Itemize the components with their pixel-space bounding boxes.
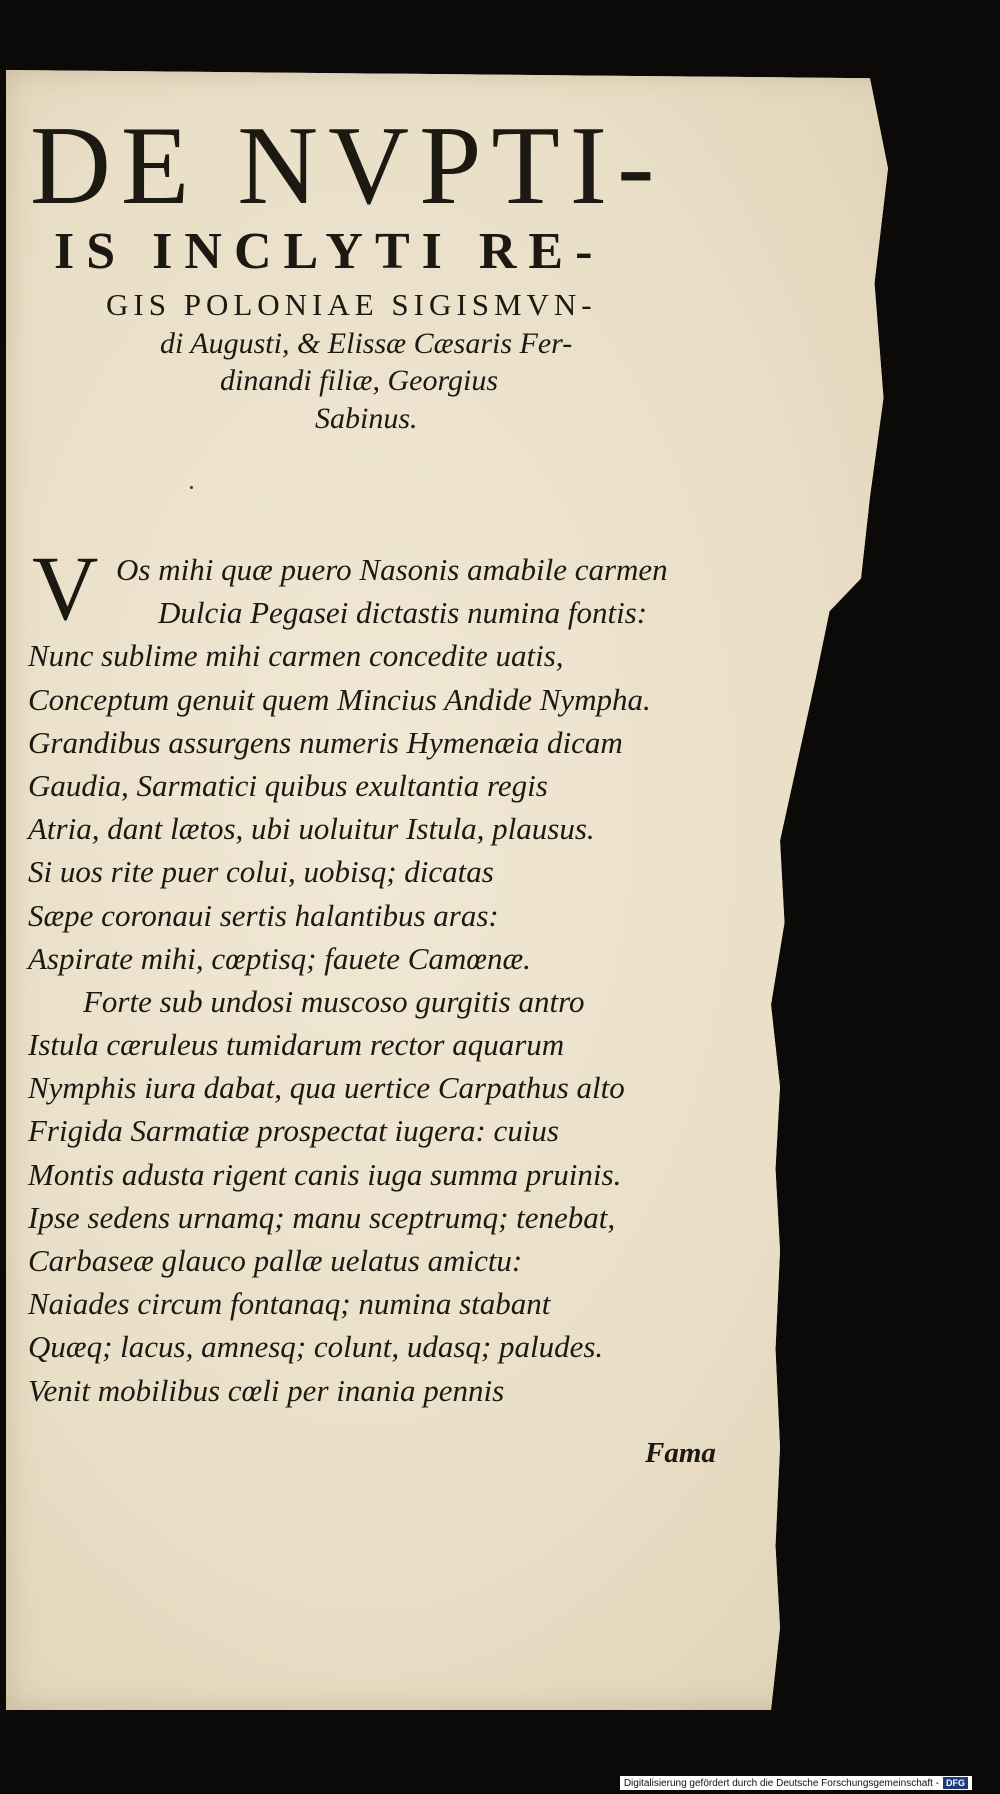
verse-line: Venit mobilibus cœli per inania pennis: [28, 1372, 505, 1408]
title-block: [30, 104, 730, 437]
title-line-6: Sabinus.: [315, 401, 418, 435]
credit-text: Digitalisierung gefördert durch die Deutsche Forschungsgemeinschaft -: [623, 1777, 939, 1789]
verse-line: Aspirate mihi, cœptisq; fauete Camœnæ.: [28, 940, 531, 976]
verse-line: Os mihi quæ puero Nasonis amabile carmen: [116, 552, 668, 587]
verse-line: Dulcia Pegasei dictastis numina fontis:: [158, 595, 648, 631]
title-line-1: DE NVPTI-: [30, 104, 665, 228]
verse-line: Carbaseæ glauco pallæ uelatus amictu:: [28, 1243, 523, 1279]
verse-line: Conceptum genuit quem Mincius Andide Nympha.: [28, 681, 651, 717]
digitization-credit: [620, 1776, 972, 1790]
dfg-logo: DFG: [943, 1777, 968, 1789]
title-line-5: dinandi filiæ, Georgius: [220, 364, 499, 398]
verse-line: Nunc sublime mihi carmen concedite uatis,: [28, 638, 564, 674]
verse-line: Quæq; lacus, amnesq; colunt, udasq; paludes.: [28, 1329, 604, 1365]
verse-line: Frigida Sarmatiæ prospectat iugera: cuius: [28, 1113, 559, 1149]
verse-line: Sæpe coronaui sertis halantibus aras:: [28, 897, 499, 933]
verse-line: Atria, dant lætos, ubi uoluitur Istula, plausus.: [28, 811, 595, 847]
catchword: Fama: [645, 1437, 716, 1469]
verse-line: Grandibus assurgens numeris Hymenæia dicam: [28, 724, 623, 760]
verse-line: Istula cæruleus tumidarum rector aquarum: [28, 1027, 565, 1063]
verse-line: Ipse sedens urnamq; manu sceptrumq; tenebat,: [28, 1199, 616, 1235]
verse-line: Nymphis iura dabat, qua uertice Carpathus alto: [28, 1070, 625, 1106]
title-line-2: IS INCLYTI RE-: [54, 223, 605, 280]
verse-line: Montis adusta rigent canis iuga summa pruinis.: [28, 1156, 622, 1192]
opening-lines: [28, 537, 728, 639]
ink-speck: [190, 486, 193, 489]
title-line-4: di Augusti, & Elissæ Cæsaris Fer-: [160, 326, 573, 360]
verse-line: Si uos rite puer colui, uobisq; dicatas: [28, 854, 494, 890]
verse-line: Forte sub undosi muscoso gurgitis antro: [83, 983, 585, 1019]
verse-line: Gaudia, Sarmatici quibus exultantia regis: [28, 767, 548, 803]
verse-line: Naiades circum fontanaq; numina stabant: [28, 1286, 551, 1322]
verse-body: [28, 537, 728, 1412]
drop-cap: V: [32, 537, 99, 639]
title-line-3: GIS POLONIAE SIGISMVN-: [106, 286, 597, 322]
